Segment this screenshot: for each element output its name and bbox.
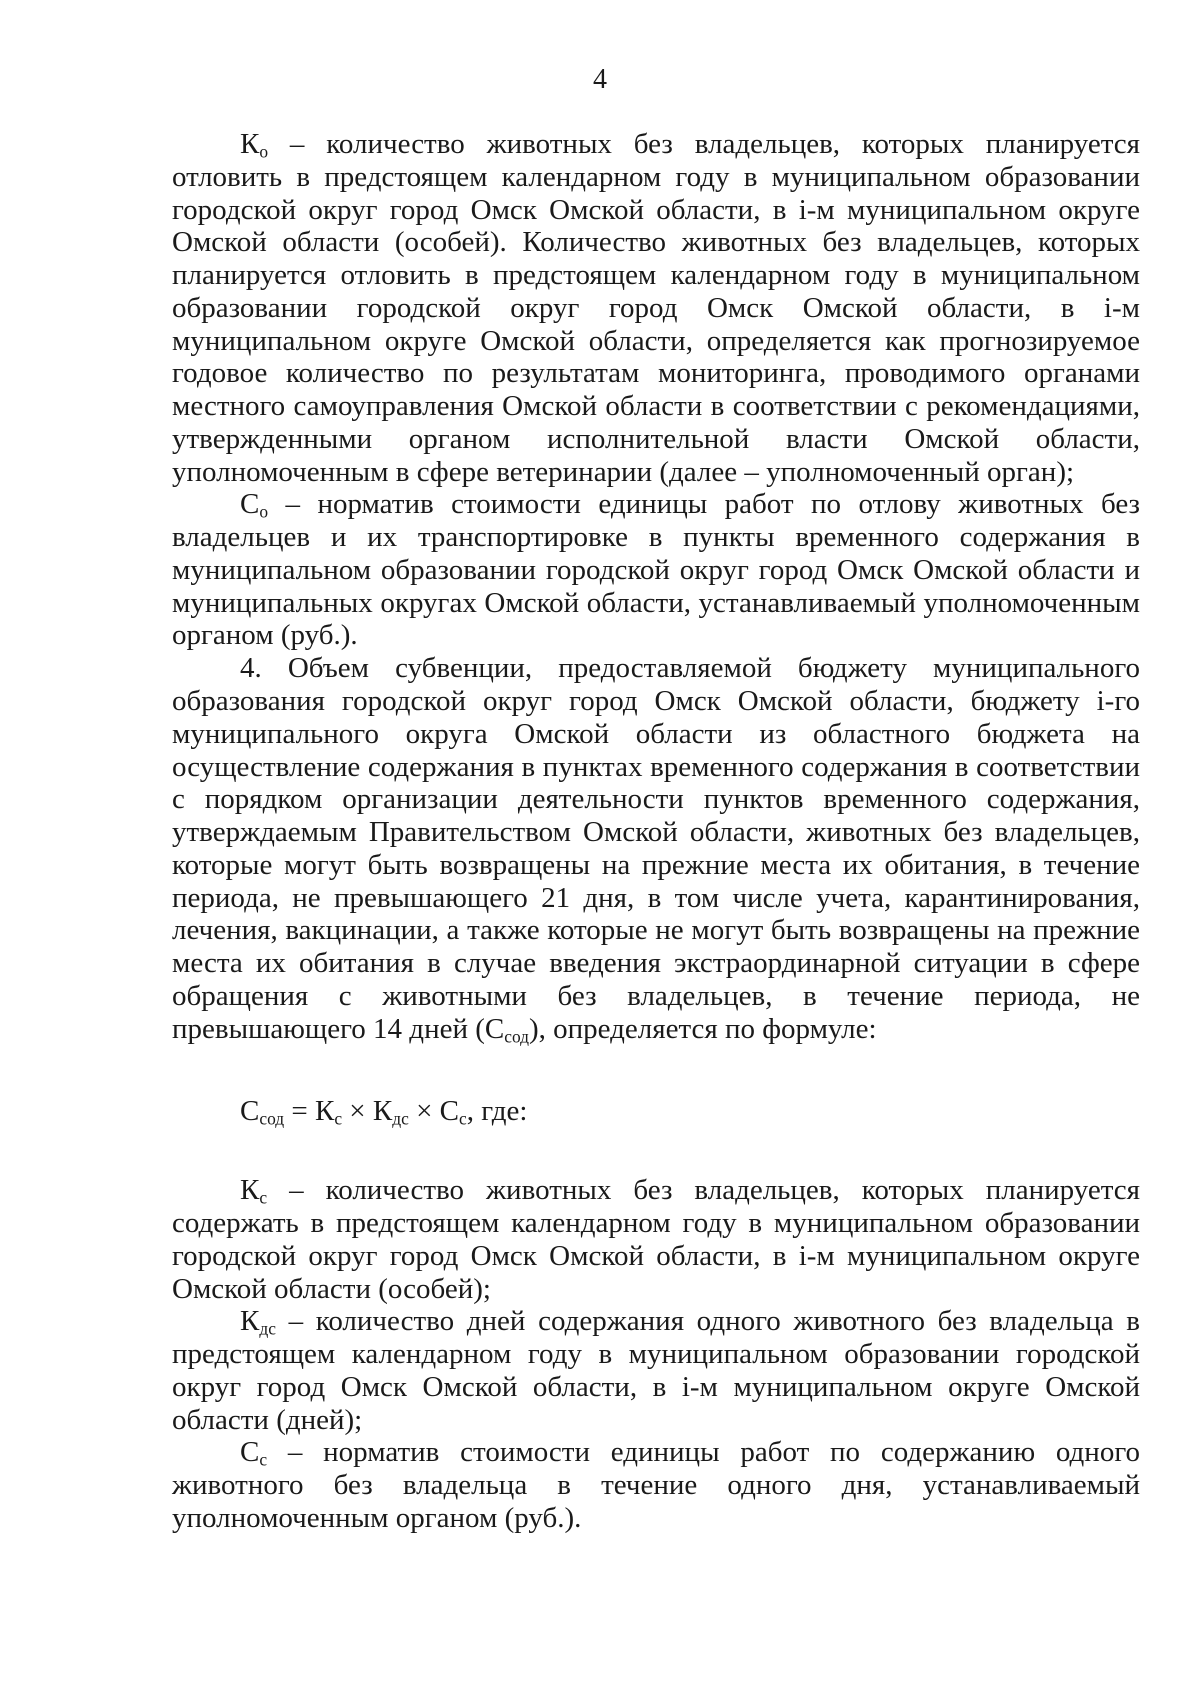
kdc-definition-text: – количество дней содержания одного животного без владельца в предстоящем календарном году в муниципальном образовании городской округ город Омск Омской области, в i-м муниципальном округе Омской области (дней);: [172, 1305, 1140, 1436]
formula-lhs: С: [240, 1095, 260, 1128]
subscript-c: с: [259, 1187, 268, 1208]
formula-c-sub: с: [459, 1108, 467, 1129]
symbol-c: С: [240, 488, 260, 521]
paragraph-ko-definition: [172, 128, 1140, 488]
item-4-tail: ), определяется по формуле:: [529, 1012, 877, 1045]
formula-times-c: × С: [408, 1095, 460, 1128]
ko-definition-text: – количество животных без владельцев, которых планируется отловить в предстоящем календарном году в муниципальном образовании городской округ город Омск Омской области, в i-м муниципальном округе Омской области (особей). Количество животных без владельцев, которых планируется отловить в предстоящем календарном году в муниципальном образовании городской округ город Омск Омской области, в i-м муниципальном округе Омской области, определяется как прогнозируемое годовое количество по результатам мониторинга, проводимого органами местного самоуправления Омской области в соответствии с рекомендациями, утвержденными органом исполнительной власти Омской области, уполномоченным в сфере ветеринарии (далее – уполномоченный орган);: [172, 128, 1141, 488]
symbol-k: К: [240, 128, 260, 160]
paragraph-kc-definition: [172, 1174, 1140, 1305]
symbol-k: К: [240, 1174, 260, 1207]
document-body: [172, 128, 1140, 1535]
paragraph-item-4: [172, 652, 1140, 1045]
formula: [172, 1095, 1140, 1128]
subscript-sod: сод: [504, 1026, 529, 1047]
formula-tail: , где:: [466, 1095, 528, 1128]
formula-times-kd: × К: [342, 1095, 393, 1128]
paragraph-co-definition: [172, 488, 1140, 652]
paragraph-kdc-definition: [172, 1305, 1140, 1436]
kc-definition-text: – количество животных без владельцев, которых планируется содержать в предстоящем календарном году в муниципальном образовании городской округ город Омск Омской области, в i-м муниципальном округе Омской области (особей);: [172, 1174, 1140, 1305]
formula-lhs-sub: сод: [259, 1108, 285, 1129]
paragraph-cc-definition: [172, 1436, 1140, 1534]
formula-kd-sub: дс: [392, 1108, 409, 1129]
symbol-c: С: [240, 1436, 260, 1469]
subscript-c: с: [259, 1449, 268, 1470]
item-4-text: 4. Объем субвенции, предоставляемой бюджету муниципального образования городской округ город Омск Омской области, бюджету i-го муниципального округа Омской области из областного бюджета на осуществление содержания в пунктах временного содержания в соответствии с порядком организации деятельности пунктов временного содержания, утверждаемым Правительством Омской области, животных без владельцев, которые могут быть возвращены на прежние места их обитания, в течение периода, не превышающего 21 дня, в том числе учета, карантинирования, лечения, вакцинации, а также которые не могут быть возвращены на прежние места их обитания в случае введения экстраординарной ситуации в сфере обращения с животными без владельцев, в течение периода, не превышающего 14 дней (С: [172, 652, 1140, 1045]
symbol-k: К: [240, 1305, 260, 1338]
subscript-o: о: [259, 141, 269, 162]
subscript-o: о: [259, 501, 269, 522]
formula-eq-k: = К: [284, 1095, 335, 1128]
cc-definition-text: – норматив стоимости единицы работ по содержанию одного животного без владельца в течение одного дня, устанавливаемый уполномоченным органом (руб.).: [172, 1436, 1140, 1534]
page-number: 4: [593, 64, 607, 95]
subscript-dc: дс: [259, 1318, 276, 1339]
co-definition-text: – норматив стоимости единицы работ по отлову животных без владельцев и их транспортировке в пункты временного содержания в муниципальном образовании городской округ город Омск Омской области и муниципальных округах Омской области, устанавливаемый уполномоченным органом (руб.).: [172, 488, 1141, 652]
formula-k-sub: с: [334, 1108, 343, 1129]
